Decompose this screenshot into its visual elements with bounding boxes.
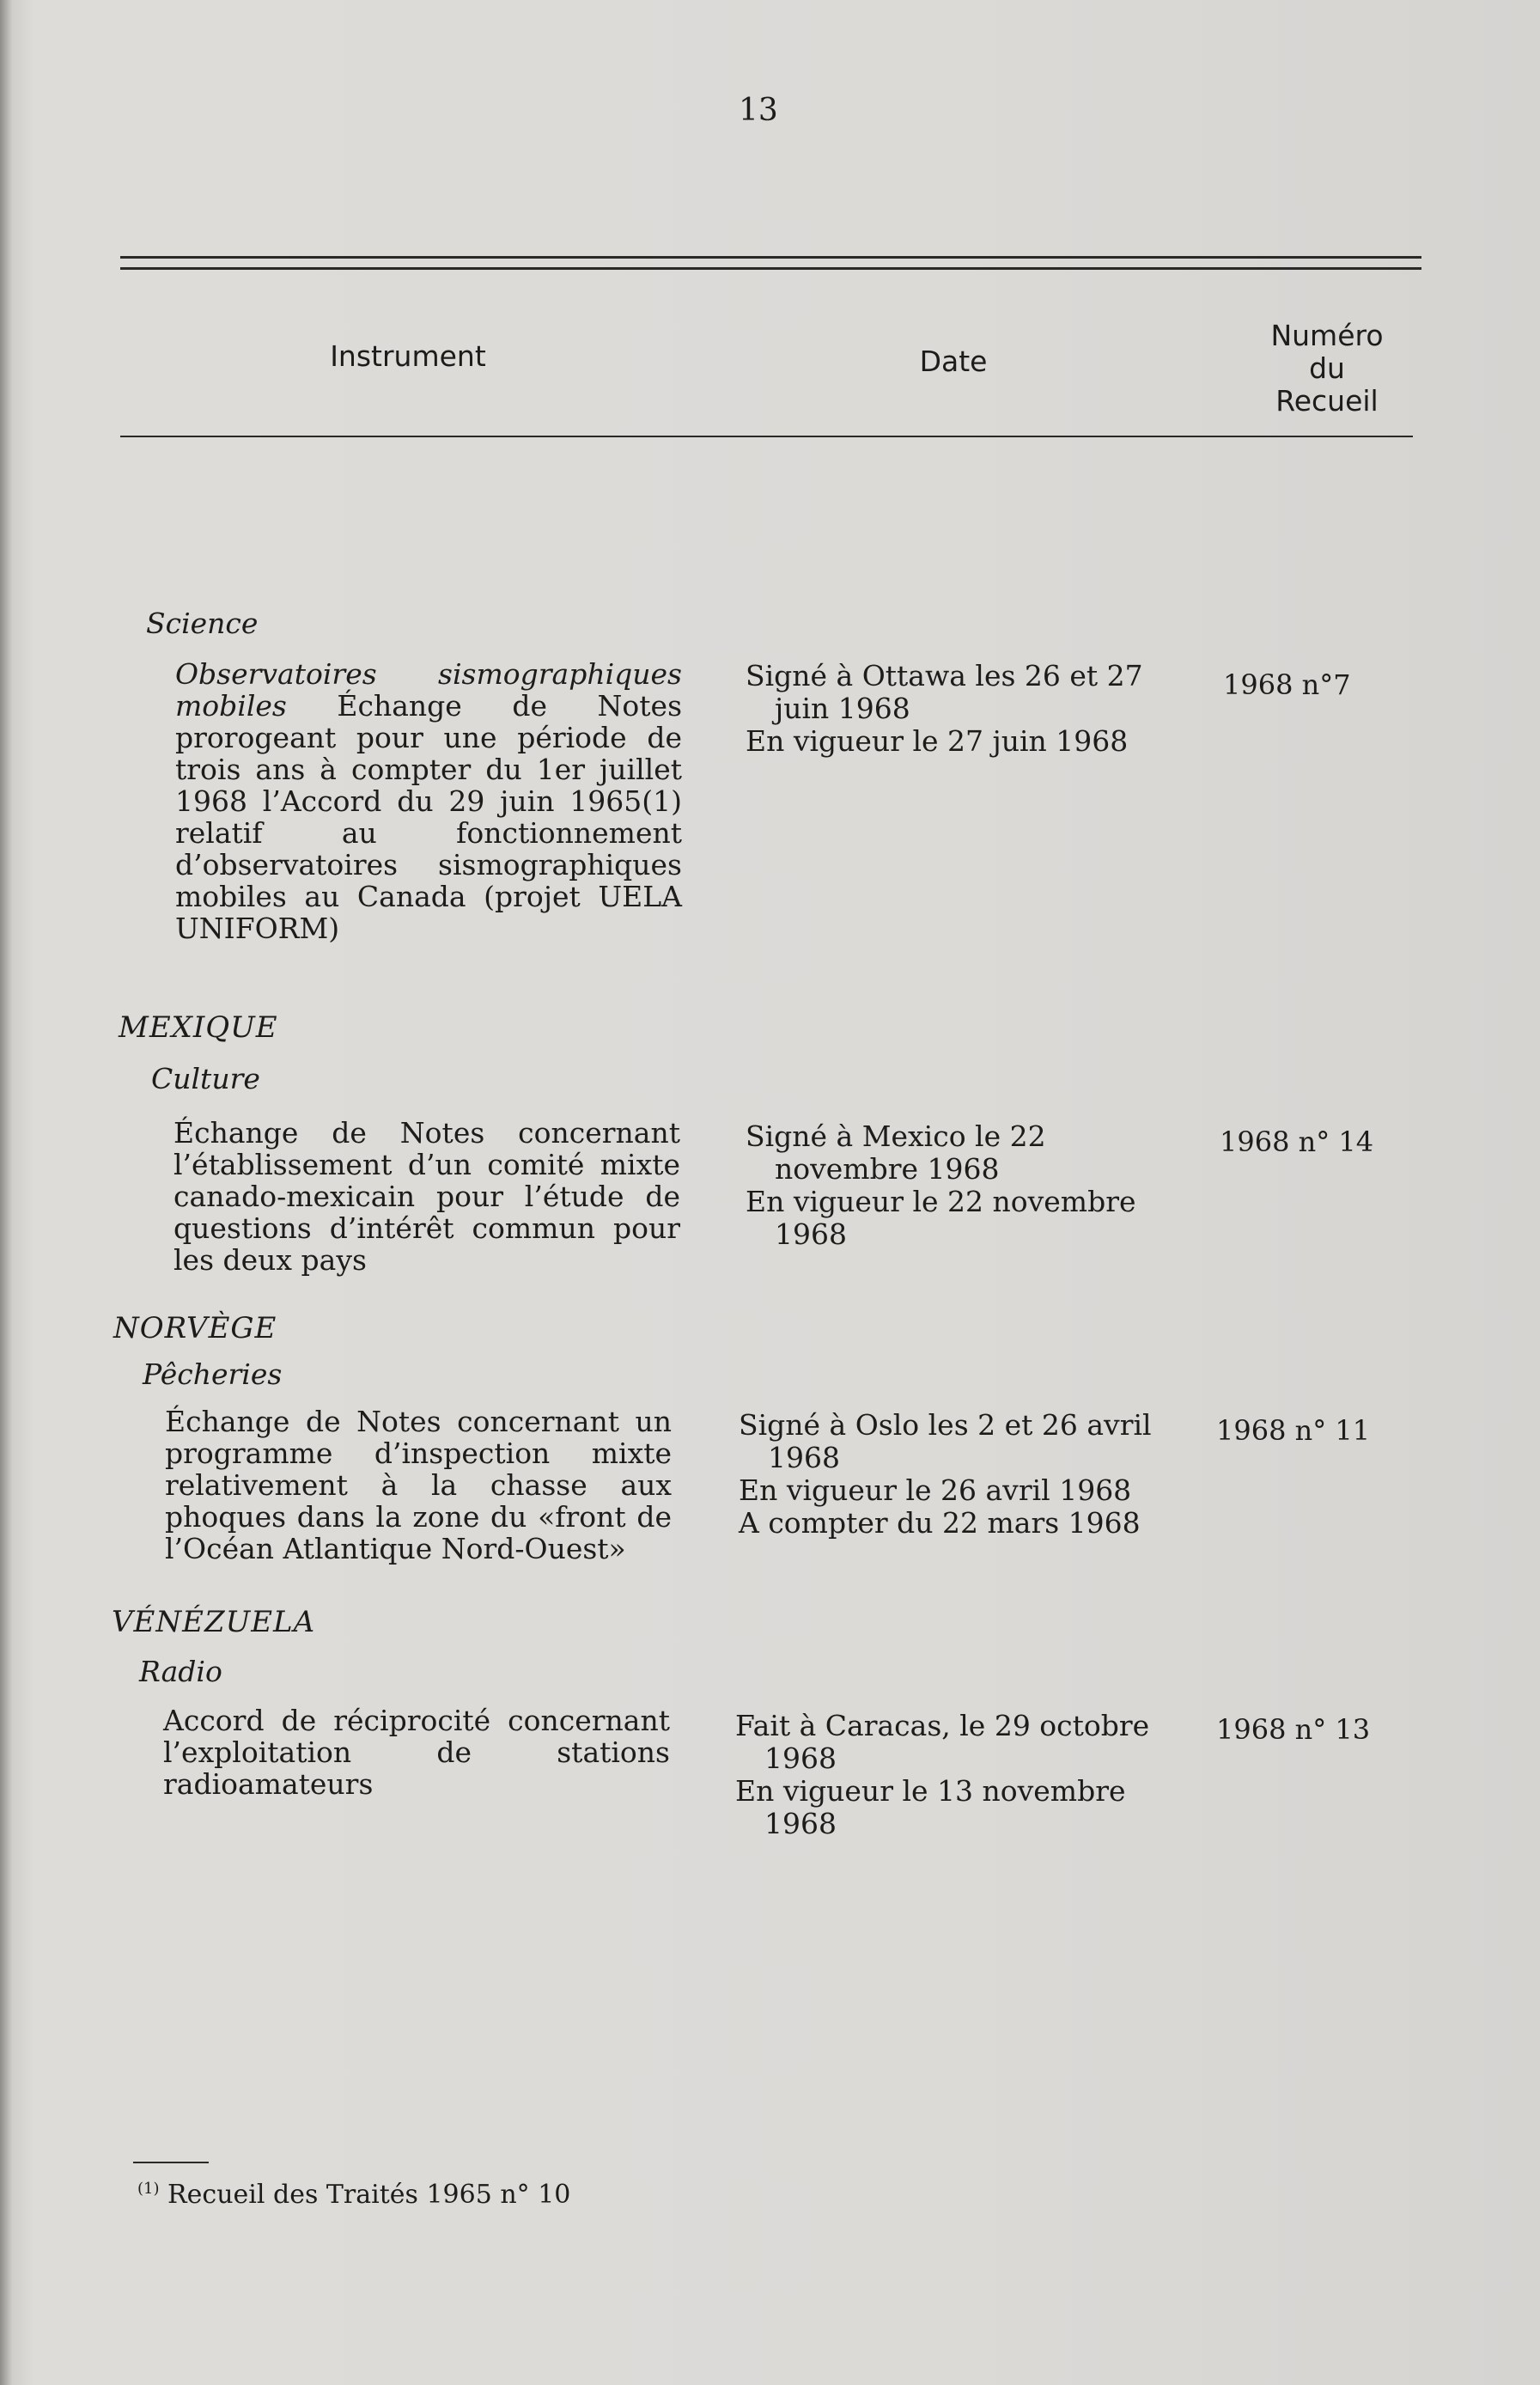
column-header-numero: Numéro du Recueil bbox=[1270, 319, 1384, 418]
date-norvege bbox=[739, 1409, 1160, 1540]
country-mexique: MEXIQUE bbox=[119, 1010, 278, 1045]
date-line: En vigueur le 26 avril 1968 bbox=[739, 1473, 1132, 1507]
instrument-venezuela: Accord de réciprocité concernant l’exploitation de stations radioamateurs bbox=[163, 1704, 670, 1801]
date-line: Signé à Ottawa les 26 et 27 juin 1968 bbox=[746, 659, 1143, 725]
instrument-science bbox=[175, 658, 682, 944]
section-culture: Culture bbox=[151, 1062, 260, 1095]
instrument-norvege: Échange de Notes concernant un programme d’inspection mixte relativement à la chasse aux phoques dans la zone du «front de l’Océan Atlantique Nord-Ouest» bbox=[165, 1405, 672, 1565]
instrument-title: Observatoires sismographiques mobiles bbox=[175, 657, 682, 723]
date-mexique bbox=[746, 1120, 1166, 1251]
date-line: En vigueur le 27 juin 1968 bbox=[746, 724, 1129, 758]
date-line: Fait à Caracas, le 29 octobre 1968 bbox=[735, 1709, 1150, 1775]
table-top-double-rule bbox=[120, 256, 1421, 270]
date-line: A compter du 22 mars 1968 bbox=[739, 1506, 1141, 1540]
section-pecheries: Pêcheries bbox=[143, 1357, 283, 1391]
section-science: Science bbox=[146, 607, 259, 640]
footnote-rule bbox=[133, 2162, 209, 2163]
date-line: Signé à Oslo les 2 et 26 avril 1968 bbox=[739, 1408, 1152, 1474]
section-radio: Radio bbox=[139, 1655, 222, 1688]
column-header-date: Date bbox=[919, 345, 988, 378]
date-line: En vigueur le 13 novembre 1968 bbox=[735, 1774, 1126, 1840]
country-norvege: NORVÈGE bbox=[113, 1311, 277, 1345]
country-venezuela: VÉNÉZUELA bbox=[112, 1605, 316, 1639]
numero-science: 1968 n°7 bbox=[1223, 668, 1351, 701]
date-science bbox=[746, 660, 1166, 758]
footnote-text: Recueil des Traités 1965 n° 10 bbox=[167, 2180, 571, 2210]
instrument-mexique: Échange de Notes concernant l’établissement d’un comité mixte canado-mexicain pour l’étude de questions d’intérêt commun pour les deux pays bbox=[173, 1116, 680, 1277]
numero-venezuela: 1968 n° 13 bbox=[1216, 1713, 1371, 1746]
numero-norvege: 1968 n° 11 bbox=[1216, 1414, 1371, 1447]
date-line: Signé à Mexico le 22 novembre 1968 bbox=[746, 1119, 1046, 1186]
footnote-marker: (1) bbox=[137, 2180, 160, 2198]
numero-mexique: 1968 n° 14 bbox=[1220, 1125, 1374, 1158]
date-venezuela bbox=[735, 1710, 1156, 1840]
column-header-instrument: Instrument bbox=[330, 339, 486, 373]
instrument-text: Échange de Notes prorogeant pour une période de trois ans à compter du 1er juillet 1968 l’Accord du 29 juin 1965(1) relatif au fonctionnement d’observatoires sismographiques mobiles au Canada (projet UELA UNIFORM) bbox=[175, 689, 682, 945]
page-spine-shadow bbox=[0, 0, 12, 2385]
table-header-rule bbox=[120, 436, 1413, 437]
date-line: En vigueur le 22 novembre 1968 bbox=[746, 1185, 1136, 1251]
footnote bbox=[137, 2180, 570, 2210]
page-number: 13 bbox=[739, 93, 778, 128]
